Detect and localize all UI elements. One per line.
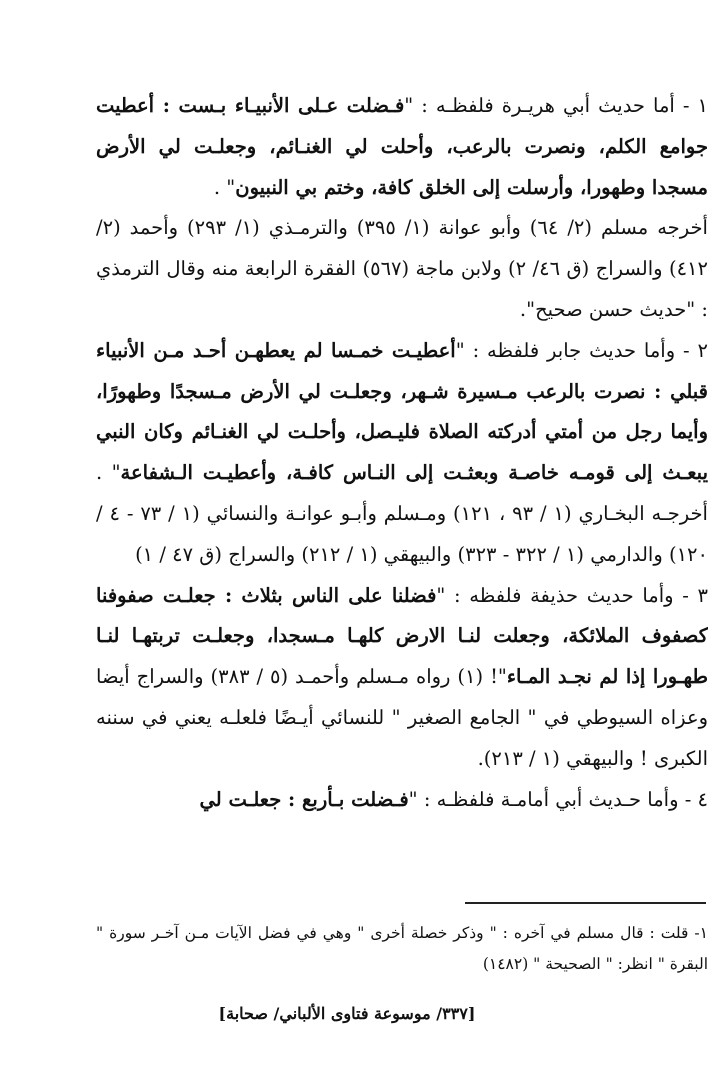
hadith-text: فـضلت بـأربع : جعلـت لي	[199, 787, 409, 811]
paragraph-takhrij-abu-hurayra: أخرجه مسلم (٢/ ٦٤) وأبو عوانة (١/ ٣٩٥) والترمـذي (١/ ٢٩٣) وأحمد (٢/ ٤١٢) والسراج (ق ٤٦/ ٢) ولابن ماجة (٥٦٧) الفقرة الرابعة منه وقال الترمذي : "حديث حسن صحيح".	[96, 216, 708, 321]
paragraph-intro: ١ - أما حديث أبي هريـرة فلفظـه : "	[404, 94, 708, 117]
paragraph-close: " .	[213, 175, 236, 199]
hadith-text: فـضلت عـلى الأنبيـاء بـست : أعطيت جوامع الكلم، ونصرت بالرعب، وأحلت لي الغنـائم، وجعلـت لي الأرض مسجدا وطهورا، وأرسلت إلى الخلق كافة، وختم بي النبيون	[96, 94, 708, 199]
page-footer: [٣٣٧/ موسوعة فتاوى الألباني/ صحابة]	[218, 1004, 476, 1023]
paragraph-hadith-abu-umama	[96, 780, 708, 821]
paragraph-takhrij: أخرجـه البخـاري (١ / ٩٣ ، ١٢١) ومـسلم وأبـو عوانـة والنسائي (١ / ٧٣ - ٤ / ١٢٠) والدارمي (١ / ٣٢٢ - ٣٢٣) والبيهقي (١ / ٢١٢) والسراج (ق ٤٧ / ١)	[96, 501, 708, 566]
paragraph-hadith-abu-hurayra	[96, 86, 708, 208]
paragraph-intro: ٣ - وأما حديث حذيفة فلفظه : "	[436, 583, 708, 607]
paragraph-takhrij: (١) رواه مـسلم وأحمـد (٥ / ٣٨٣) والسراج أيضا وعزاه السيوطي في " الجامع الصغير " للنسائي أيـضًا فلعلـه يعني في سننه الكبرى ! والبيهقي (١ / ٢١٣).	[96, 665, 708, 770]
paragraph-intro: ٤ - وأما حـديث أبي أمامـة فلفظـه : "	[408, 787, 708, 811]
paragraph-close: "!	[490, 665, 507, 689]
paragraph-close: " .	[96, 461, 121, 485]
paragraph-hadith-hudhayfa	[96, 576, 708, 780]
hadith-text: فضلنا على الناس بثلاث : جعلـت صفوفنا كصفوف الملائكة، وجعلت لنـا الارض كلهـا مـسجدا، وجعلـت تربتهـا لنـا طهـورا إذا لم نجـد المـاء	[96, 583, 708, 689]
main-text	[96, 86, 708, 820]
footnote	[96, 918, 708, 980]
paragraph-intro: ٢ - وأما حديث جابر فلفظه : "	[455, 338, 708, 362]
footnote-text: ١- قلت : قال مسلم في آخره : " وذكر خصلة أخرى " وهي في فضل الآيات مـن آخـر سورة " البقرة " انظر: " الصحيحة " (١٤٨٢)	[96, 924, 708, 973]
paragraph-hadith-jabir	[96, 331, 708, 576]
footnote-divider	[465, 902, 706, 904]
hadith-text: أعطيـت خمـسا لم يعطهـن أحـد مـن الأنبياء قبلي : نصرت بالرعب مـسيرة شـهر، وجعلـت لي الأرض مـسجدًا وطهورًا، وأيما رجل من أمتي أدركته الصلاة فليـصل، وأحلـت لي الغنـائم وكان النبي يبعـث إلى قومـه خاصـة وبعثـت إلى النـاس كافـة، وأعطيـت الـشفاعة	[96, 338, 708, 485]
